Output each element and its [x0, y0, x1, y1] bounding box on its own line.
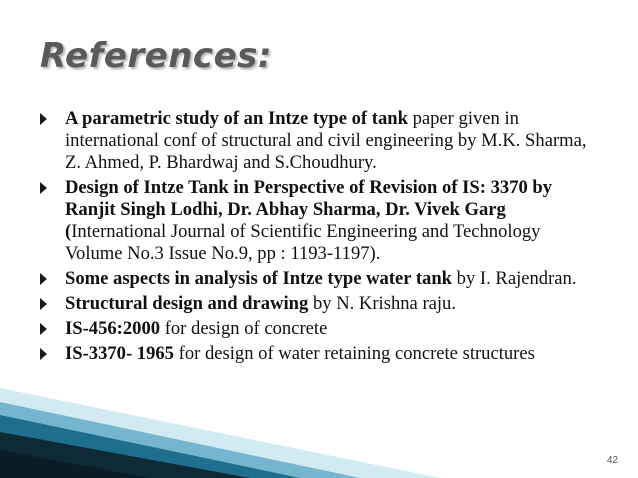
reference-title: A parametric study of an Intze type of tank [65, 108, 408, 129]
reference-title: IS-456:2000 [65, 318, 161, 339]
reference-title: IS-3370- 1965 [65, 343, 174, 364]
triangle-bullet-icon [40, 113, 47, 125]
reference-title: Some aspects in analysis of Intze type water tank [65, 268, 453, 289]
reference-title: Design of Intze Tank in Perspective of Revision of IS: 3370 by Ranjit Singh Lodhi, Dr. Abhay Sharma, Dr. Vivek Garg ( [65, 177, 553, 242]
reference-item [30, 318, 600, 340]
reference-detail: by I. Rajendran. [452, 268, 577, 289]
triangle-bullet-icon [40, 298, 47, 310]
triangle-bullet-icon [40, 348, 47, 360]
triangle-bullet-icon [40, 323, 47, 335]
triangle-bullet-icon [40, 182, 47, 194]
reference-detail: for design of concrete [160, 318, 328, 339]
page-title: References: [40, 36, 272, 76]
reference-detail: for design of water retaining concrete structures [173, 343, 535, 364]
triangle-bullet-icon [40, 273, 47, 285]
reference-title: Structural design and drawing [65, 293, 309, 314]
reference-item [30, 293, 600, 315]
reference-item [30, 177, 600, 265]
reference-detail: International Journal of Scientific Engineering and Technology Volume No.3 Issue No.9, pp : 1193-1197). [65, 221, 541, 264]
reference-detail: by N. Krishna raju. [308, 293, 457, 314]
reference-list [30, 108, 600, 368]
reference-detail: paper given in international conf of structural and civil engineering by M.K. Sharma, Z. Ahmed, P. Bhardwaj and S.Choudhury. [65, 108, 587, 173]
reference-item [30, 108, 600, 174]
page-number: 42 [606, 455, 618, 466]
reference-item [30, 268, 600, 290]
reference-item [30, 343, 600, 365]
